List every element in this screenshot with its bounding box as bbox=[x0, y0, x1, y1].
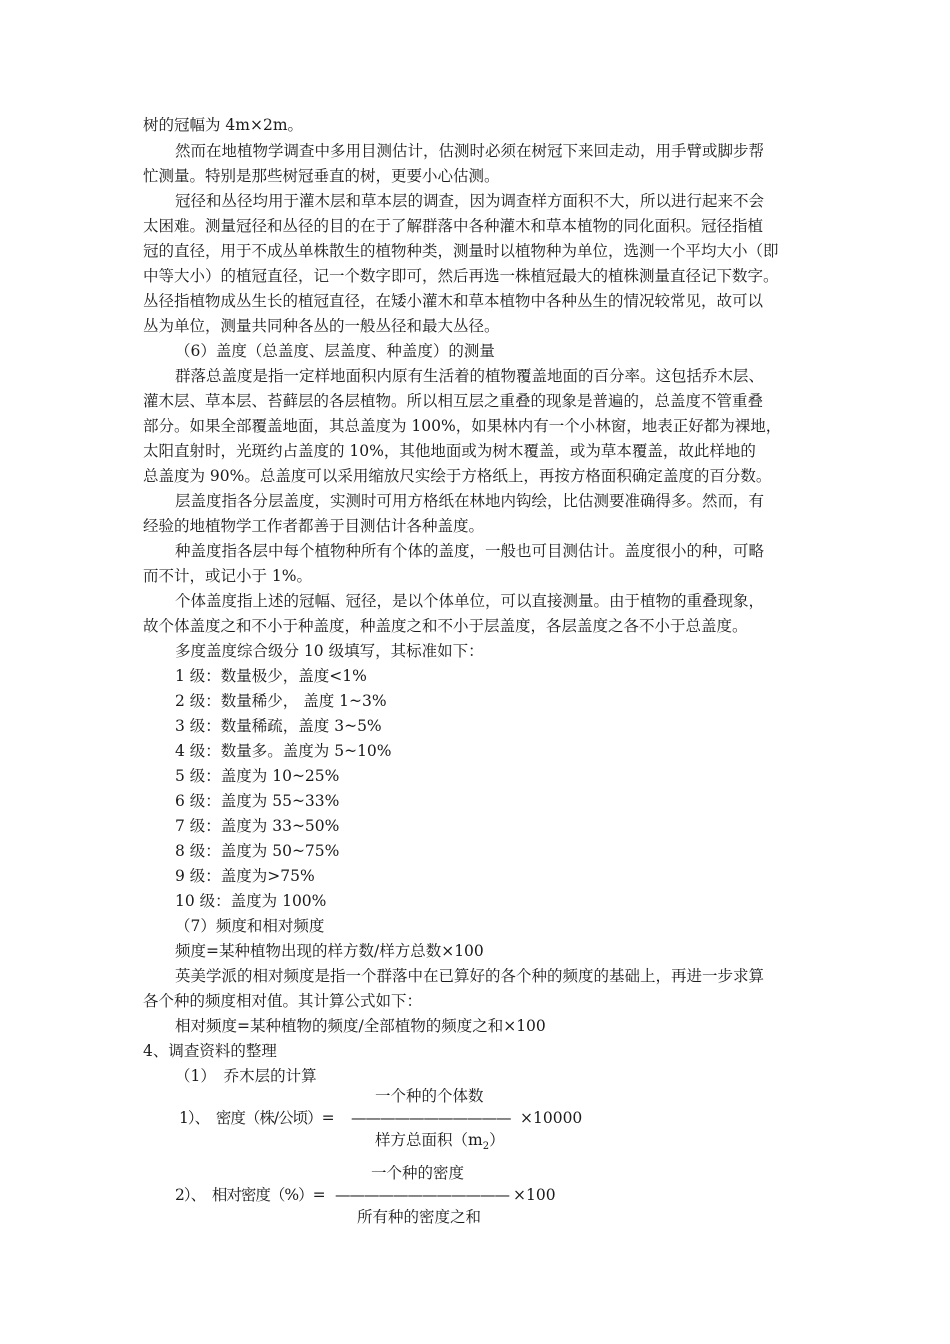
grade-item: 8 级：盖度为 50~75% bbox=[175, 842, 340, 860]
grade-item: 1 级：数量极少，盖度<1% bbox=[175, 667, 367, 685]
formula-denominator: 所有种的密度之和 bbox=[357, 1208, 482, 1226]
text-line: 太困难。测量冠径和丛径的目的在于了解群落中各种灌木和草本植物的同化面积。冠径指植 bbox=[143, 217, 764, 235]
grade-item: 5 级：盖度为 10~25% bbox=[175, 767, 340, 785]
text-line: 太阳直射时，光斑约占盖度的 10%，其他地面或为树木覆盖，或为草本覆盖，故此样地的 bbox=[143, 442, 756, 460]
text-line: 总盖度为 90%。总盖度可以采用缩放尺实绘于方格纸上，再按方格面积确定盖度的百分数。 bbox=[143, 467, 772, 485]
text-line: 然而在地植物学调查中多用目测估计，估测时必须在树冠下来回走动，用手臂或脚步帮 bbox=[175, 142, 765, 160]
formula-denominator: 样方总面积$(m_2)$ bbox=[375, 1131, 505, 1153]
section-heading: （6）盖度（总盖度、层盖度、种盖度）的测量 bbox=[175, 342, 495, 360]
text-line: 树的冠幅为 4m×2m。 bbox=[143, 116, 304, 134]
grade-item: 7 级：盖度为 33~50% bbox=[175, 817, 340, 835]
text-line: 各个种的频度相对值。其计算公式如下： bbox=[143, 992, 423, 1010]
text-line: 灌木层、草本层、苔藓层的各层植物。所以相互层之重叠的现象是普遍的，总盖度不管重叠 bbox=[143, 392, 764, 410]
text-line: 忙测量。特别是那些树冠垂直的树，更要小心估测。 bbox=[143, 167, 500, 185]
text-line: 层盖度指各分层盖度，实测时可用方格纸在林地内钩绘，比估测要准确得多。然而，有 bbox=[175, 492, 765, 510]
text-line: 部分。如果全部覆盖地面，其总盖度为 100%，如果林内有一个小林窗，地表正好都为裸地， bbox=[143, 417, 782, 435]
text-line: 群落总盖度是指一定样地面积内原有生活着的植物覆盖地面的百分率。这包括乔木层、 bbox=[175, 367, 765, 385]
text-line: 经验的地植物学工作者都善于目测估计各种盖度。 bbox=[143, 517, 485, 535]
text-line: 个体盖度指上述的冠幅、冠径，是以个体单位，可以直接测量。由于植物的重叠现象， bbox=[175, 592, 765, 610]
subsection-heading: （1） 乔木层的计算 bbox=[175, 1067, 317, 1085]
text-line: 冠的直径，用于不成丛单株散生的植物种类，测量时以植物种为单位，选测一个平均大小（即 bbox=[143, 242, 779, 260]
grade-item: 2 级：数量稀少， 盖度 1~3% bbox=[175, 692, 387, 710]
text-line: 多度盖度综合级分 10 级填写，其标准如下： bbox=[175, 642, 484, 660]
formula-multiplier: ×10000 bbox=[520, 1109, 583, 1127]
text-line: 中等大小）的植冠直径，记一个数字即可，然后再选一株植冠最大的植株测量直径记下数字。 bbox=[143, 267, 779, 285]
text-line: 而不计，或记小于 1%。 bbox=[143, 567, 313, 585]
formula-line: 相对频度=某种植物的频度/全部植物的频度之和×100 bbox=[175, 1017, 546, 1035]
formula-numerator: 一个种的个体数 bbox=[375, 1087, 484, 1105]
formula-numerator: 一个种的密度 bbox=[371, 1164, 465, 1182]
text-line: 故个体盖度之和不小于种盖度，种盖度之和不小于层盖度，各层盖度之各不小于总盖度。 bbox=[143, 617, 748, 635]
formula-line: 频度=某种植物出现的样方数/样方总数×100 bbox=[175, 942, 484, 960]
grade-item: 4 级：数量多。盖度为 5~10% bbox=[175, 742, 392, 760]
text-line: 冠径和丛径均用于灌木层和草本层的调查，因为调查样方面积不大，所以进行起来不会 bbox=[175, 192, 765, 210]
fraction-bar: ——————————— bbox=[351, 1109, 511, 1127]
text-line: 种盖度指各层中每个植物种所有个体的盖度，一般也可目测估计。盖度很小的种，可略 bbox=[175, 542, 765, 560]
grade-item: 6 级：盖度为 55~33% bbox=[175, 792, 340, 810]
formula-left: 1）、 密度（株/公顷）= bbox=[179, 1109, 334, 1127]
formula-multiplier: ×100 bbox=[513, 1186, 556, 1204]
section-heading: 4、调查资料的整理 bbox=[143, 1042, 277, 1060]
fraction-bar: ———————————— bbox=[335, 1186, 509, 1204]
grade-item: 10 级：盖度为 100% bbox=[175, 892, 327, 910]
text-line: 英美学派的相对频度是指一个群落中在已算好的各个种的频度的基础上，再进一步求算 bbox=[175, 967, 765, 985]
grade-item: 9 级：盖度为>75% bbox=[175, 867, 315, 885]
grade-item: 3 级：数量稀疏，盖度 3~5% bbox=[175, 717, 382, 735]
text-line: 丛为单位，测量共同种各丛的一般丛径和最大丛径。 bbox=[143, 317, 500, 335]
text-line: 丛径指植物成丛生长的植冠直径，在矮小灌木和草本植物中各种丛生的情况较常见，故可以 bbox=[143, 292, 764, 310]
formula-left: 2）、 相对密度（%）= bbox=[175, 1186, 325, 1204]
section-heading: （7）频度和相对频度 bbox=[175, 917, 325, 935]
